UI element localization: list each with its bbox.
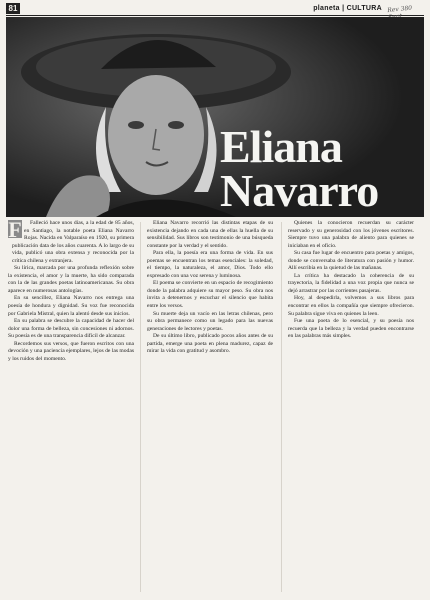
article-title [220, 121, 424, 216]
title-line-1: Eliana [220, 121, 342, 172]
paragraph: De su último libro, publicado pocos años antes de su partida, emerge una poeta en plena madurez, capaz de mirar la vida con gratitud y asombro. [147, 333, 273, 355]
column-divider [140, 222, 141, 592]
paragraph: Para ella, la poesía era una forma de vida. En sus poemas se encuentran los temas esenciales: la soledad, el tiempo, la naturaleza, el amor, Dios. Todo ello expresado con una voz serena y luminosa. [147, 250, 273, 279]
paragraph: Falleció hace unos días, a la edad de 85 años, en Santiago, la notable poeta Eliana Navarro Rojas. Nacida en Valparaíso en 1920, su primera publicación data de los años cuarenta. A lo largo de su vida, publicó una obra extensa y reconocida por la crítica chilena y extranjera. [12, 220, 134, 264]
paragraph: En su palabra se descubre la capacidad de hacer del dolor una forma de belleza, sin concesiones ni adornos. Su poesía es de una transparencia difícil de alcanzar. [8, 318, 134, 340]
title-line-2: Navarro [220, 165, 379, 216]
paragraph: El poema se convierte en un espacio de recogimiento donde la palabra adquiere su mayor peso. Su obra nos invita a detenernos y escuchar el silencio que habita entre los versos. [147, 280, 273, 310]
section-label: planeta | CULTURA [313, 5, 382, 12]
article-column-1 [8, 220, 134, 594]
paragraph: Su casa fue lugar de encuentro para poetas y amigos, donde se conversaba de literatura con pasión y humor. Allí escribía en la quietud de las mañanas. [288, 250, 414, 272]
paragraph: Su lírica, marcada por una profunda reflexión sobre la existencia, el amor y la muerte, ha sido comparada con la de las grandes poetas latinoamericanas. Su obra aparece en numerosas antologías. [8, 265, 134, 294]
face [108, 75, 204, 195]
paragraph: Recordemos sus versos, que fueron escritos con una devoción y una paciencia ejemplares, lejos de las modas y los ruidos del momento. [8, 340, 134, 362]
drop-cap: F [8, 220, 22, 242]
column-divider [281, 222, 282, 592]
paragraph: Su muerte deja un vacío en las letras chilenas, pero su obra permanece como un legado para las nuevas generaciones de lectores y poetas. [147, 310, 273, 332]
article-column-3 [288, 220, 414, 594]
paragraph: Hoy, al despedirla, volvemos a sus libros para encontrar en ellos la compañía que siempre ofrecieron. Su palabra sigue viva en quienes la leen. [288, 295, 414, 317]
article-column-2 [147, 220, 273, 594]
paragraph: En su sencillez, Eliana Navarro nos entrega una poesía de hondura y dignidad. Su voz fue reconocida por Gabriela Mistral, quien la alentó desde sus inicios. [8, 295, 134, 317]
paragraph: Fue una poeta de lo esencial, y su poesía nos recuerda que la belleza y la verdad pueden encontrarse en las palabras más simples. [288, 318, 414, 340]
handwritten-line: Rev 380 [387, 4, 413, 15]
page-number: 81 [6, 3, 20, 14]
paragraph: Quienes la conocieron recuerdan su carácter reservado y su generosidad con los jóvenes escritores. Siempre tuvo una palabra de aliento para quienes se iniciaban en el oficio. [288, 220, 414, 249]
page-header [6, 3, 424, 16]
portrait-photo [6, 17, 424, 217]
paragraph: La crítica ha destacado la coherencia de su trayectoria, la fidelidad a una voz propia que nunca se dejó arrastrar por las corrientes pasajeras. [288, 272, 414, 294]
paragraph: Eliana Navarro recorrió las distintas etapas de su existencia dejando en cada una de ellas la huella de su sensibilidad. Sus libros son testimonio de una búsqueda constante por la verdad y el sentido. [147, 220, 273, 249]
